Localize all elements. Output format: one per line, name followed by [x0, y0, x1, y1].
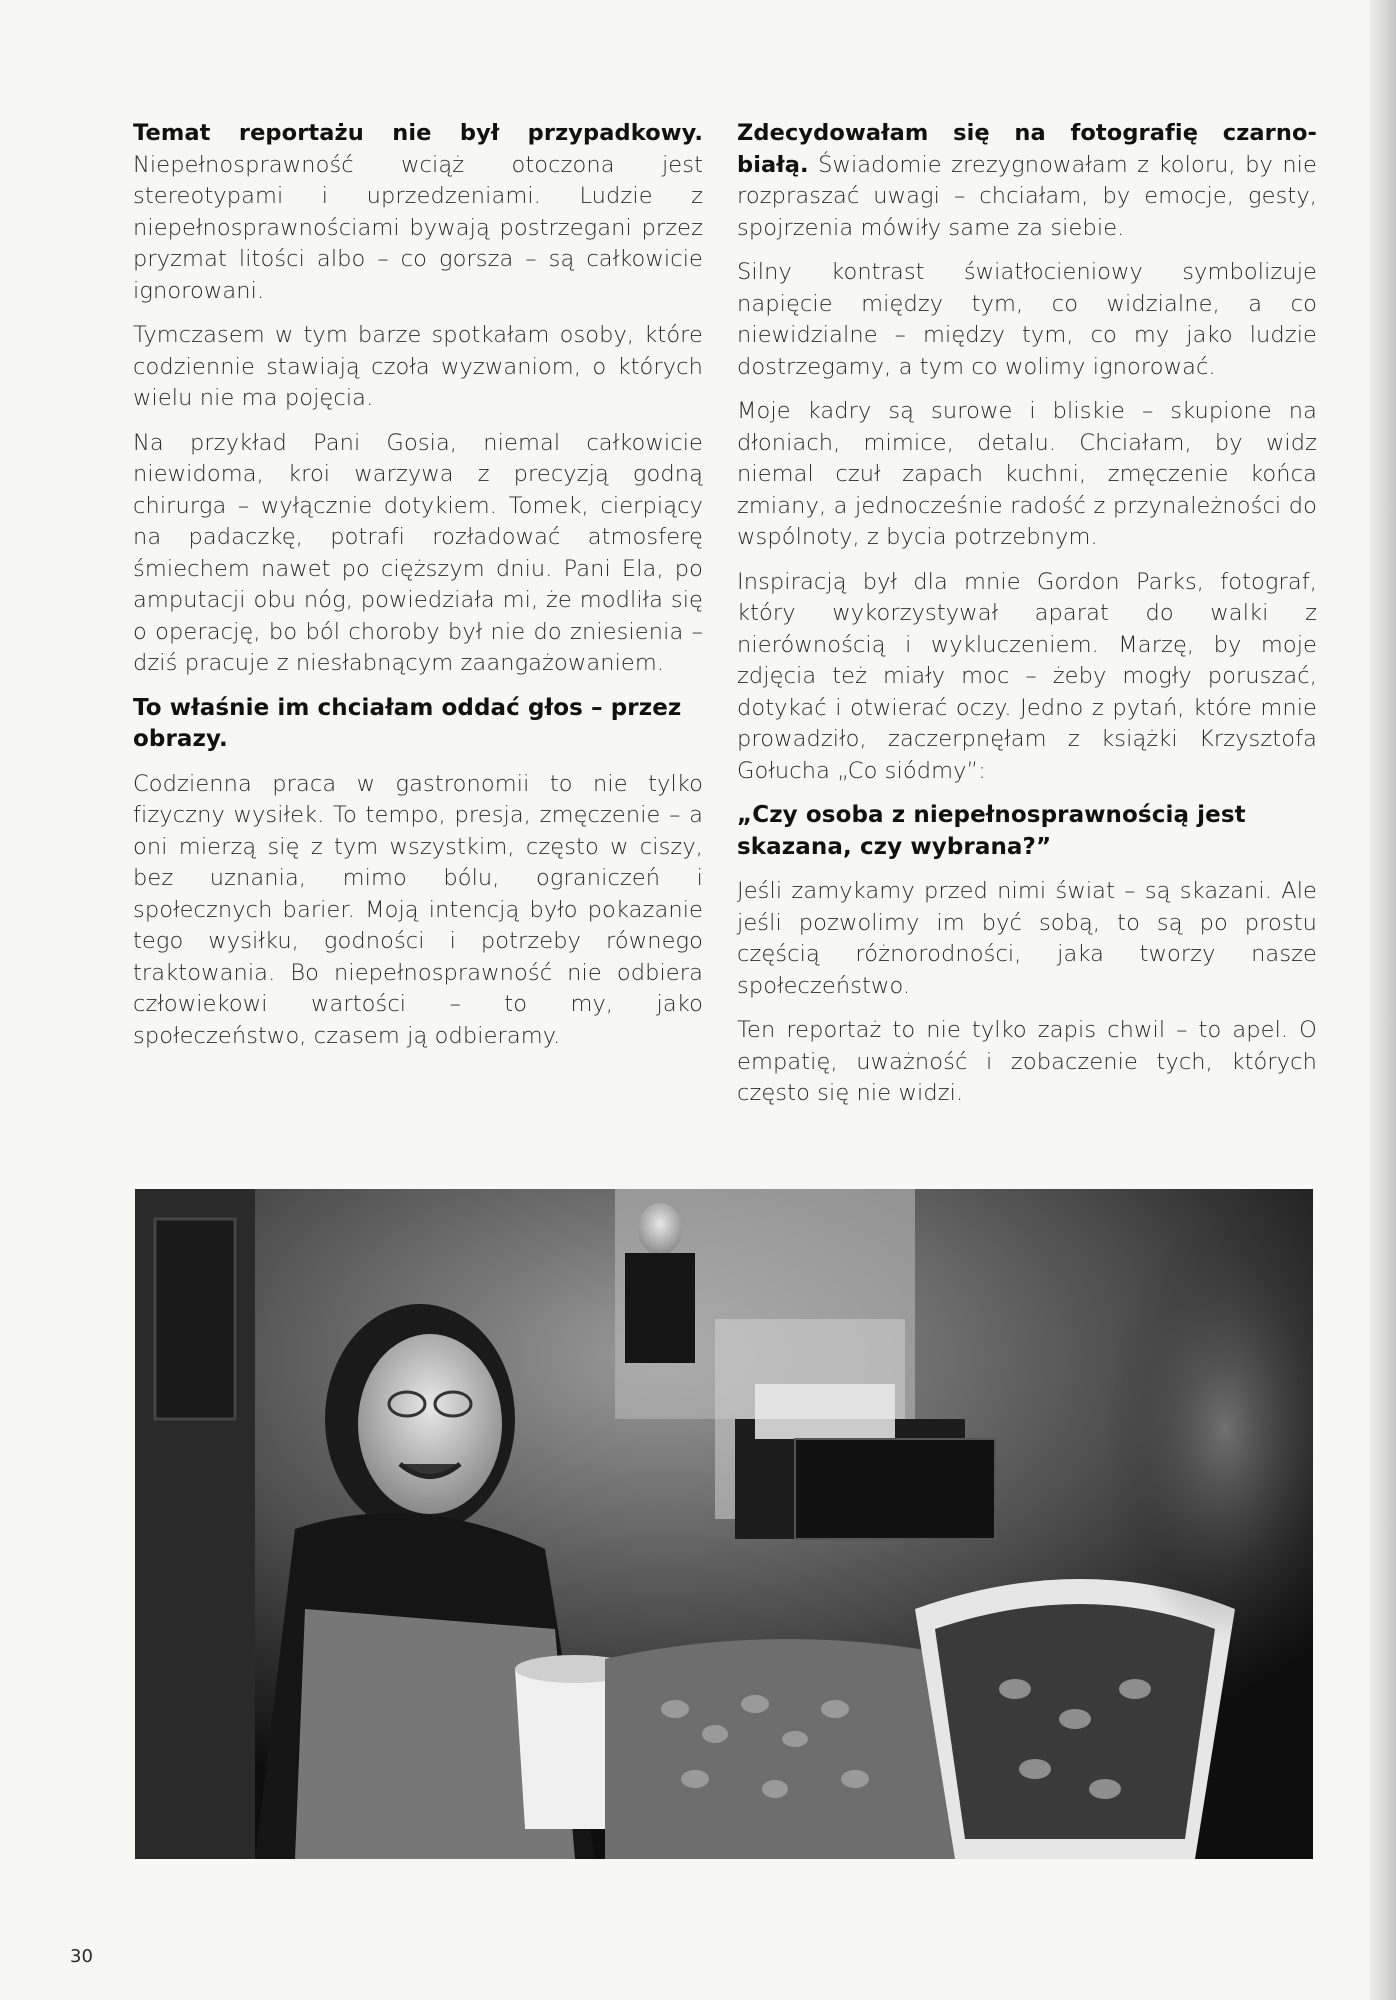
frames-paragraph: Moje kadry są surowe i bliskie – skupione na dłoniach, mimice, detalu. Chciałam, by widz niemal czuł zapach kuchni, zmęczenie końca zmiany, a jednocześnie radość z przynależności do wspólnoty, z bycia potrzebnym.: [737, 398, 1317, 550]
examples-paragraph: Na przykład Pani Gosia, niemal całkowicie niewidoma, kroi warzywa z precyzją godną chirurga – wyłącznie dotykiem. Tomek, cierpiący na padaczkę, potrafi rozładować atmosferę śmiechem nawet po cięższym dniu. Pani Ela, po amputacji obu nóg, powiedziała mi, że modliła się o operację, bo ból choroby był nie do zniesienia – dziś pracuje z niesłabnącym zaangażowaniem.: [133, 429, 703, 676]
bar-paragraph: Tymczasem w tym barze spotkałam osoby, które codziennie stawiają czoła wyzwaniom, o których wielu nie ma pojęcia.: [133, 322, 703, 411]
kitchen-photograph: [135, 1189, 1313, 1859]
quote-heading: „Czy osoba z niepełnosprawnością jest skazana, czy wybrana?”: [737, 802, 1246, 860]
bw-lead: Zdecydowałam się na fotografię czarno-białą.: [737, 120, 1317, 178]
page-edge-shadow: [1370, 0, 1396, 2000]
intro-lead: Temat reportażu nie był przypadkowy.: [133, 120, 703, 146]
intro-text: Niepełnosprawność wciąż otoczona jest stereotypami i uprzedzeniami. Ludzie z niepełnosprawnościami bywają postrzegani przez pryzmat litości albo – co gorsza – są całkowicie ignorowani.: [133, 151, 703, 304]
left-text-column: [133, 118, 703, 1065]
right-text-column: [737, 118, 1317, 1123]
kitchen-photo-illustration: [135, 1189, 1313, 1859]
closing-paragraph: Ten reportaż to nie tylko zapis chwil – to apel. O empatię, uważność i zobaczenie tych, których często się nie widzi.: [737, 1017, 1317, 1106]
bw-text: Świadomie zrezygnowałam z koloru, by nie rozpraszać uwagi – chciałam, by emocje, gesty, spojrzenia mówiły same za siebie.: [737, 151, 1317, 241]
section-heading: To właśnie im chciałam oddać głos – przez obrazy.: [133, 694, 682, 752]
page-number: 30: [70, 1946, 93, 1967]
inspiration-paragraph: Inspiracją był dla mnie Gordon Parks, fotograf, który wykorzystywał aparat do walki z nierównością i wykluczeniem. Marzę, by moje zdjęcia też miały moc – żeby mogły poruszać, dotykać i otwierać oczy. Jedno z pytań, które mnie prowadziło, zaczerpnęłam z książki Krzysztofa Gołucha „Co siódmy”:: [737, 568, 1317, 784]
intro-paragraph: [133, 118, 703, 307]
bw-paragraph: [737, 118, 1317, 244]
gastronomy-paragraph: Codzienna praca w gastronomii to nie tylko fizyczny wysiłek. To tempo, presja, zmęczenie – a oni mierzą się z tym wszystkim, często w ciszy, bez uznania, mimo bólu, ograniczeń i społecznych barier. Moją intencją było pokazanie tego wysiłku, godności i potrzeby równego traktowania. Bo niepełnosprawność nie odbiera człowiekowi wartości – to my, jako społeczeństwo, czasem ją odbieramy.: [133, 770, 703, 1049]
answer-paragraph: Jeśli zamykamy przed nimi świat – są skazani. Ale jeśli pozwolimy im być sobą, to są po prostu częścią różnorodności, jaka tworzy nasze społeczeństwo.: [737, 878, 1317, 999]
contrast-paragraph: Silny kontrast światłocieniowy symbolizuje napięcie między tym, co widzialne, a co niewidzialne – między tym, co my jako ludzie dostrzegamy, a tym co wolimy ignorować.: [737, 259, 1317, 380]
